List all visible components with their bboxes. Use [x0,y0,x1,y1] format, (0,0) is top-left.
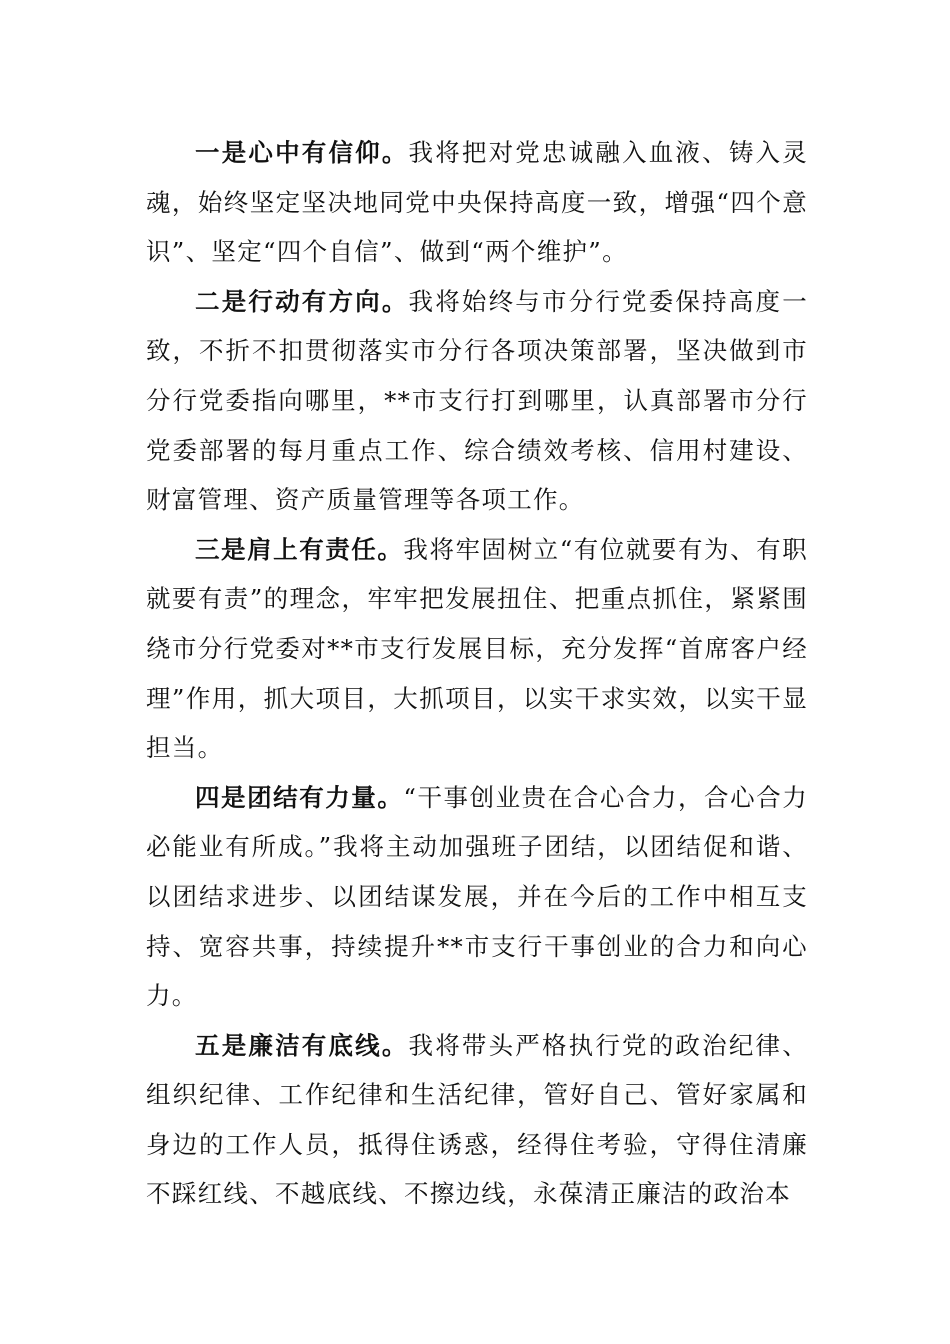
paragraph-3 [146,525,808,773]
paragraph-2-text: 我将始终与市分行党委保持高度一致，不折不扣贯彻落实市分行各项决策部署，坚决做到市分行党委指向哪里，**市支行打到哪里，认真部署市分行党委部署的每月重点工作、综合绩效考核、信用村建设、财富管理、资产质量管理等各项工作。 [146,286,808,515]
paragraph-2 [146,277,808,525]
paragraph-4-text: “干事创业贵在合心合力，合心合力必能业有所成。”我将主动加强班子团结，以团结促和谐、以团结求进步、以团结谋发展，并在今后的工作中相互支持、宽容共事，持续提升**市支行干事创业的合力和向心力。 [146,782,808,1011]
paragraph-4-lead: 四是团结有力量。 [195,782,404,812]
paragraph-1-lead: 一是心中有信仰。 [195,138,409,167]
paragraph-5 [146,1021,808,1219]
paragraph-4 [146,773,808,1021]
paragraph-1-text: 我将把对党忠诚融入血液、铸入灵魂，始终坚定坚决地同党中央保持高度一致，增强“四个意识”、坚定“四个自信”、做到“两个维护”。 [146,138,808,267]
paragraph-2-lead: 二是行动有方向。 [195,286,409,316]
document-body [146,128,808,1219]
paragraph-5-lead: 五是廉洁有底线。 [195,1030,409,1060]
paragraph-1 [146,128,808,277]
paragraph-3-lead: 三是肩上有责任。 [195,534,404,564]
paragraph-3-text: 我将牢固树立“有位就要有为、有职就要有责”的理念，牢牢把发展扭住、把重点抓住，紧紧围绕市分行党委对**市支行发展目标，充分发挥“首席客户经理”作用，抓大项目，大抓项目，以实干求实效，以实干显担当。 [146,534,808,763]
paragraph-5-text: 我将带头严格执行党的政治纪律、组织纪律、工作纪律和生活纪律，管好自己、管好家属和身边的工作人员，抵得住诱惑，经得住考验，守得住清廉不踩红线、不越底线、不擦边线，永葆清正廉洁的政治本 [146,1030,808,1209]
